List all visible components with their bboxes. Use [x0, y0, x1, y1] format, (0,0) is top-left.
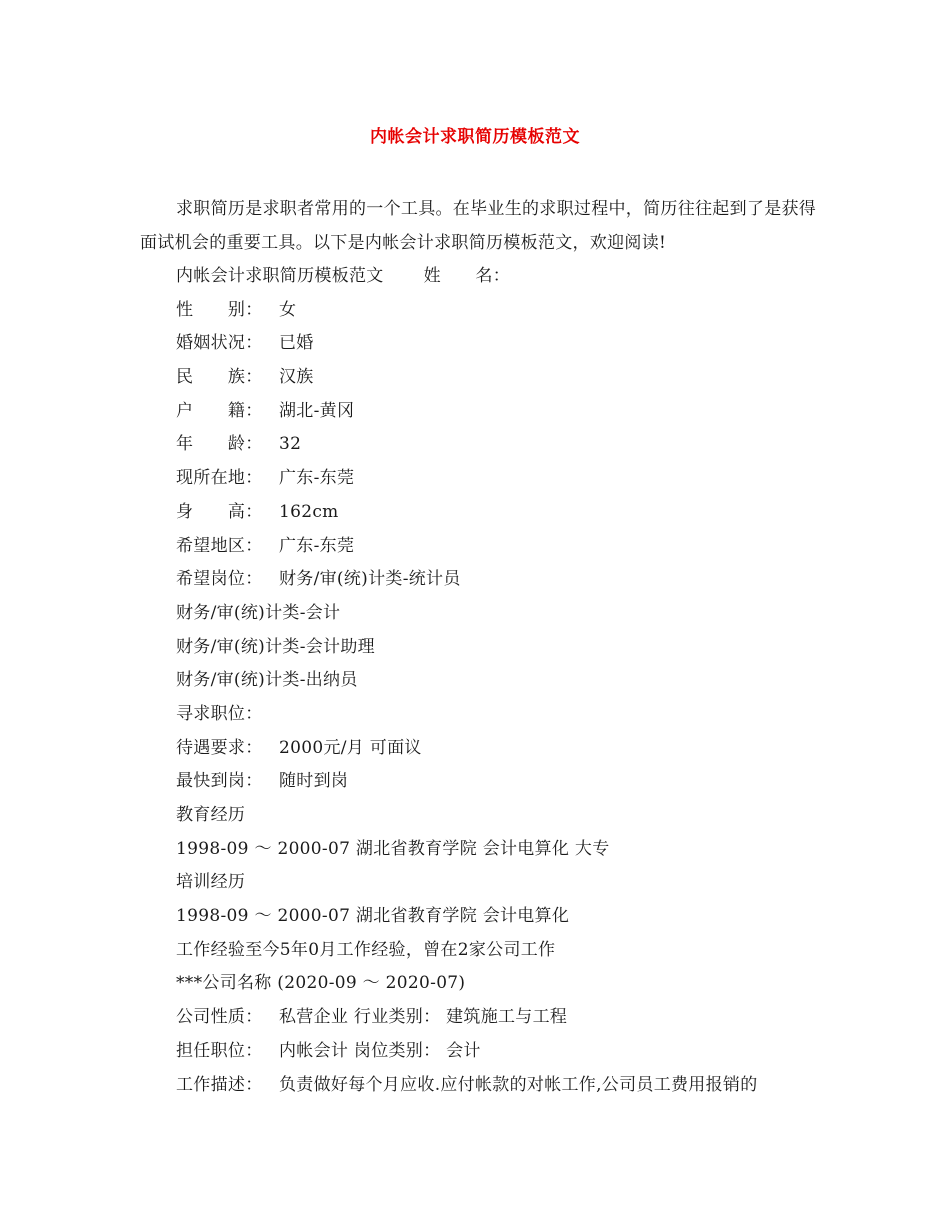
resume-line-availability — [176, 765, 836, 799]
line-value: 教育经历 — [176, 805, 246, 825]
document-title: 内帐会计求职简历模板范文 — [370, 127, 580, 147]
resume-line-height — [176, 496, 836, 530]
intro-paragraph: 求职简历是求职者常用的一个工具。在毕业生的求职过程中，简历往往起到了是获得面试机会的重要工具。以下是内帐会计求职简历模板范文，欢迎阅读! — [140, 199, 817, 253]
resume-line-experience-summary — [176, 934, 836, 968]
line-value: 广东-东莞 — [279, 468, 355, 489]
line-value: 已婚 — [279, 333, 314, 354]
resume-line-position-3 — [176, 631, 836, 665]
line-label: 希望岗位： — [176, 569, 263, 590]
line-label: 工作描述： — [176, 1074, 263, 1095]
line-label: 民 族： — [176, 367, 263, 388]
line-label: 希望地区： — [176, 535, 263, 556]
resume-line-education — [176, 833, 836, 867]
line-value: ***公司名称 (2020-09 ～ 2020-07) — [176, 973, 466, 994]
resume-line-hukou — [176, 395, 836, 429]
resume-line-gender — [176, 294, 836, 328]
resume-line-training — [176, 900, 836, 934]
line-value: 女 — [279, 299, 297, 320]
resume-line-name — [176, 260, 836, 294]
line-value: 负责做好每个月应收.应付帐款的对帐工作,公司员工费用报销的 — [279, 1074, 758, 1095]
resume-line-desired-position — [176, 563, 836, 597]
line-value: 2000元/月 可面议 — [279, 737, 422, 758]
resume-line-seeking — [176, 698, 836, 732]
resume-line-job-description — [176, 1069, 836, 1103]
line-label: 身 高： — [176, 501, 263, 522]
line-value: 姓 名： — [423, 266, 511, 286]
line-value: 工作经验至今5年0月工作经验，曾在2家公司工作 — [176, 939, 556, 960]
line-value: 寻求职位： — [176, 703, 263, 724]
line-value: 私营企业 行业类别： 建筑施工与工程 — [279, 1007, 568, 1028]
resume-line-position-2 — [176, 597, 836, 631]
line-value: 财务/审(统)计类-出纳员 — [176, 670, 358, 691]
line-value: 1998-09 ～ 2000-07 湖北省教育学院 会计电算化 大专 — [176, 838, 610, 859]
resume-line-role — [176, 1035, 836, 1069]
line-value: 162cm — [279, 501, 339, 522]
line-label: 最快到岗： — [176, 771, 263, 792]
line-value: 内帐会计 岗位类别： 会计 — [279, 1040, 481, 1061]
line-label: 性 别： — [176, 299, 263, 320]
line-label: 年 龄： — [176, 434, 263, 455]
resume-line-marital — [176, 327, 836, 361]
line-label: 内帐会计求职简历模板范文 — [176, 266, 384, 286]
line-value: 随时到岗 — [279, 771, 349, 792]
line-value: 财务/审(统)计类-会计助理 — [176, 636, 375, 657]
line-value: 财务/审(统)计类-统计员 — [279, 569, 461, 590]
line-value: 财务/审(统)计类-会计 — [176, 602, 341, 623]
resume-line-training-heading — [176, 866, 836, 900]
line-label: 婚姻状况： — [176, 333, 263, 354]
resume-lines — [176, 260, 836, 1102]
resume-line-ethnicity — [176, 361, 836, 395]
resume-line-desired-region — [176, 530, 836, 564]
resume-line-position-4 — [176, 664, 836, 698]
resume-line-location — [176, 462, 836, 496]
line-value: 培训经历 — [176, 872, 246, 893]
line-value: 汉族 — [279, 367, 314, 388]
resume-line-company — [176, 967, 836, 1001]
line-value: 32 — [279, 434, 302, 455]
line-label: 户 籍： — [176, 400, 263, 421]
line-value: 广东-东莞 — [279, 535, 355, 556]
resume-line-age — [176, 428, 836, 462]
line-label: 担任职位： — [176, 1040, 263, 1061]
resume-line-education-heading — [176, 799, 836, 833]
resume-line-company-type — [176, 1001, 836, 1035]
line-label: 现所在地： — [176, 468, 263, 489]
line-label: 公司性质： — [176, 1007, 263, 1028]
line-label: 待遇要求： — [176, 737, 263, 758]
line-value: 1998-09 ～ 2000-07 湖北省教育学院 会计电算化 — [176, 906, 570, 927]
resume-line-salary — [176, 732, 836, 766]
line-value: 湖北-黄冈 — [279, 400, 355, 421]
